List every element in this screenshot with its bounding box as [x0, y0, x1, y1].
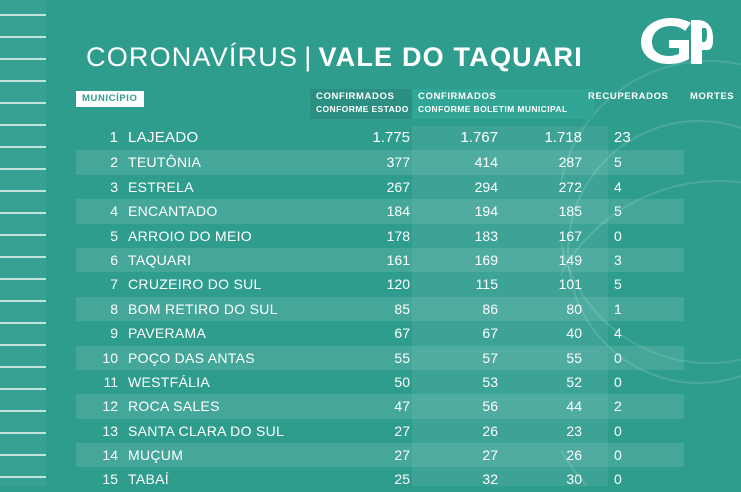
cell-municipio: TABAÍ	[128, 471, 169, 488]
table-row	[76, 175, 684, 199]
header-confirmados-boletim	[412, 89, 594, 119]
cell-rank: 4	[110, 203, 118, 220]
cell-confirmados-boletim: 194	[474, 203, 498, 220]
cell-mortes: 5	[614, 276, 622, 293]
cell-municipio: WESTFÁLIA	[128, 373, 211, 390]
cell-confirmados-estado: 25	[394, 471, 410, 488]
cell-rank: 6	[110, 251, 118, 268]
cell-recuperados: 185	[558, 203, 582, 220]
cell-confirmados-estado: 27	[394, 422, 410, 439]
stripe-line	[0, 146, 46, 148]
stripe-line	[0, 190, 46, 192]
cell-confirmados-estado: 161	[386, 251, 410, 268]
cell-municipio: TAQUARI	[128, 251, 192, 268]
header-confirmados-boletim-line2: CONFORME BOLETIM MUNICIPAL	[418, 104, 568, 114]
cell-confirmados-boletim: 1.767	[460, 129, 498, 146]
stripe-line	[0, 432, 46, 434]
stripe-line	[0, 36, 46, 38]
cell-confirmados-estado: 184	[386, 203, 410, 220]
cell-mortes: 23	[614, 129, 631, 146]
stripe-line	[0, 322, 46, 324]
table-header	[76, 89, 735, 119]
cell-municipio: ROCA SALES	[128, 398, 220, 415]
cell-rank: 5	[110, 227, 118, 244]
table-row	[76, 419, 684, 443]
cell-confirmados-estado: 27	[394, 447, 410, 464]
stripe-line	[0, 256, 46, 258]
cell-recuperados: 52	[566, 373, 582, 390]
cell-confirmados-estado: 377	[386, 154, 410, 171]
cell-municipio: BOM RETIRO DO SUL	[128, 300, 278, 317]
cell-confirmados-estado: 85	[394, 300, 410, 317]
stripe-line	[0, 80, 46, 82]
header-municipio: MUNICÍPIO	[76, 91, 144, 107]
cell-confirmados-estado: 67	[394, 325, 410, 342]
cell-municipio: SANTA CLARA DO SUL	[128, 422, 285, 439]
cell-rank: 13	[102, 422, 118, 439]
cell-confirmados-estado: 50	[394, 373, 410, 390]
cell-confirmados-estado: 1.775	[372, 129, 410, 146]
cell-rank: 14	[102, 447, 118, 464]
cell-mortes: 0	[614, 349, 622, 366]
title-separator: |	[304, 42, 313, 72]
cell-municipio: PAVERAMA	[128, 325, 207, 342]
cell-rank: 11	[103, 373, 118, 390]
cell-mortes: 0	[614, 422, 622, 439]
cell-mortes: 0	[614, 373, 622, 390]
header-recuperados: RECUPERADOS	[588, 91, 669, 102]
cell-municipio: TEUTÔNIA	[128, 154, 202, 171]
cell-municipio: MUÇUM	[128, 447, 184, 464]
cell-confirmados-boletim: 53	[482, 373, 498, 390]
cell-mortes: 0	[614, 447, 622, 464]
table-row	[76, 248, 684, 272]
stripe-line	[0, 300, 46, 302]
stripe-line	[0, 234, 46, 236]
cell-confirmados-boletim: 27	[482, 447, 498, 464]
cell-confirmados-estado: 120	[386, 276, 410, 293]
cell-mortes: 0	[614, 471, 622, 488]
cell-confirmados-boletim: 32	[482, 471, 498, 488]
stripe-line	[0, 124, 46, 126]
header-mortes: MORTES	[690, 91, 735, 102]
cell-municipio: ESTRELA	[128, 178, 194, 195]
stripe-line	[0, 476, 46, 478]
cell-mortes: 1	[614, 300, 622, 317]
cell-confirmados-boletim: 67	[482, 325, 498, 342]
stripe-line	[0, 344, 46, 346]
cell-confirmados-boletim: 57	[482, 349, 498, 366]
cell-recuperados: 149	[558, 251, 582, 268]
cell-confirmados-boletim: 26	[482, 422, 498, 439]
cell-mortes: 5	[614, 203, 622, 220]
stripe-line	[0, 102, 46, 104]
cell-mortes: 4	[614, 325, 622, 342]
cell-recuperados: 55	[566, 349, 582, 366]
cell-confirmados-boletim: 414	[474, 154, 498, 171]
cell-recuperados: 23	[566, 422, 582, 439]
cell-mortes: 3	[614, 251, 622, 268]
gp-logo	[627, 14, 713, 68]
cell-confirmados-boletim: 169	[474, 251, 498, 268]
cell-recuperados: 272	[558, 178, 582, 195]
cell-recuperados: 26	[566, 447, 582, 464]
table-row	[76, 126, 684, 150]
stripe-line	[0, 388, 46, 390]
title-part2: VALE DO TAQUARI	[318, 42, 583, 72]
cell-municipio: ENCANTADO	[128, 203, 218, 220]
cell-confirmados-boletim: 183	[474, 227, 498, 244]
table-row	[76, 224, 684, 248]
cell-rank: 1	[109, 129, 118, 146]
header-confirmados-estado-line2: CONFORME ESTADO	[316, 104, 409, 114]
title-part1: CORONAVÍRUS	[86, 42, 299, 72]
stripe-line	[0, 278, 46, 280]
cell-confirmados-estado: 47	[394, 398, 410, 415]
table-row	[76, 297, 684, 321]
stripe-line	[0, 168, 46, 170]
cell-mortes: 5	[614, 154, 622, 171]
cell-recuperados: 80	[566, 300, 582, 317]
cell-confirmados-boletim: 86	[482, 300, 498, 317]
table-row	[76, 199, 684, 223]
stripe-line	[0, 58, 46, 60]
stripe-line	[0, 366, 46, 368]
table-row	[76, 394, 684, 418]
cell-rank: 10	[102, 349, 118, 366]
header-confirmados-estado-line1: CONFIRMADOS	[316, 91, 395, 102]
table-row	[76, 346, 684, 370]
cell-rank: 2	[110, 154, 118, 171]
cell-rank: 12	[102, 398, 118, 415]
table-row	[76, 467, 684, 491]
cell-recuperados: 1.718	[544, 129, 582, 146]
cell-confirmados-estado: 55	[394, 349, 410, 366]
header-confirmados-estado	[310, 89, 422, 119]
cell-confirmados-estado: 178	[386, 227, 410, 244]
cell-confirmados-boletim: 294	[474, 178, 498, 195]
header-confirmados-boletim-line1: CONFIRMADOS	[418, 91, 497, 102]
table-row	[76, 272, 684, 296]
cell-rank: 8	[110, 300, 118, 317]
cell-municipio: POÇO DAS ANTAS	[128, 349, 255, 366]
stripe-line	[0, 410, 46, 412]
table-row	[76, 150, 684, 174]
cell-recuperados: 167	[558, 227, 582, 244]
cell-recuperados: 101	[558, 276, 582, 293]
cell-recuperados: 30	[566, 471, 582, 488]
cell-recuperados: 40	[566, 325, 582, 342]
cell-mortes: 2	[614, 398, 622, 415]
cell-recuperados: 44	[566, 398, 582, 415]
table-row	[76, 321, 684, 345]
cell-rank: 9	[110, 325, 118, 342]
stripe-line	[0, 14, 46, 16]
cell-mortes: 4	[614, 178, 622, 195]
stripe-line	[0, 454, 46, 456]
cell-recuperados: 287	[558, 154, 582, 171]
page-title	[86, 42, 583, 73]
table-row	[76, 370, 684, 394]
table-row	[76, 443, 684, 467]
cell-rank: 3	[110, 178, 118, 195]
cell-rank: 15	[102, 471, 118, 488]
cell-municipio: LAJEADO	[128, 129, 199, 146]
data-table	[76, 126, 684, 492]
cell-municipio: CRUZEIRO DO SUL	[128, 276, 262, 293]
cell-mortes: 0	[614, 227, 622, 244]
cell-confirmados-estado: 267	[386, 178, 410, 195]
cell-confirmados-boletim: 115	[475, 276, 498, 293]
cell-rank: 7	[110, 276, 118, 293]
stripe-line	[0, 212, 46, 214]
cell-municipio: ARROIO DO MEIO	[128, 227, 252, 244]
cell-confirmados-boletim: 56	[482, 398, 498, 415]
left-stripe-decoration	[0, 0, 46, 486]
